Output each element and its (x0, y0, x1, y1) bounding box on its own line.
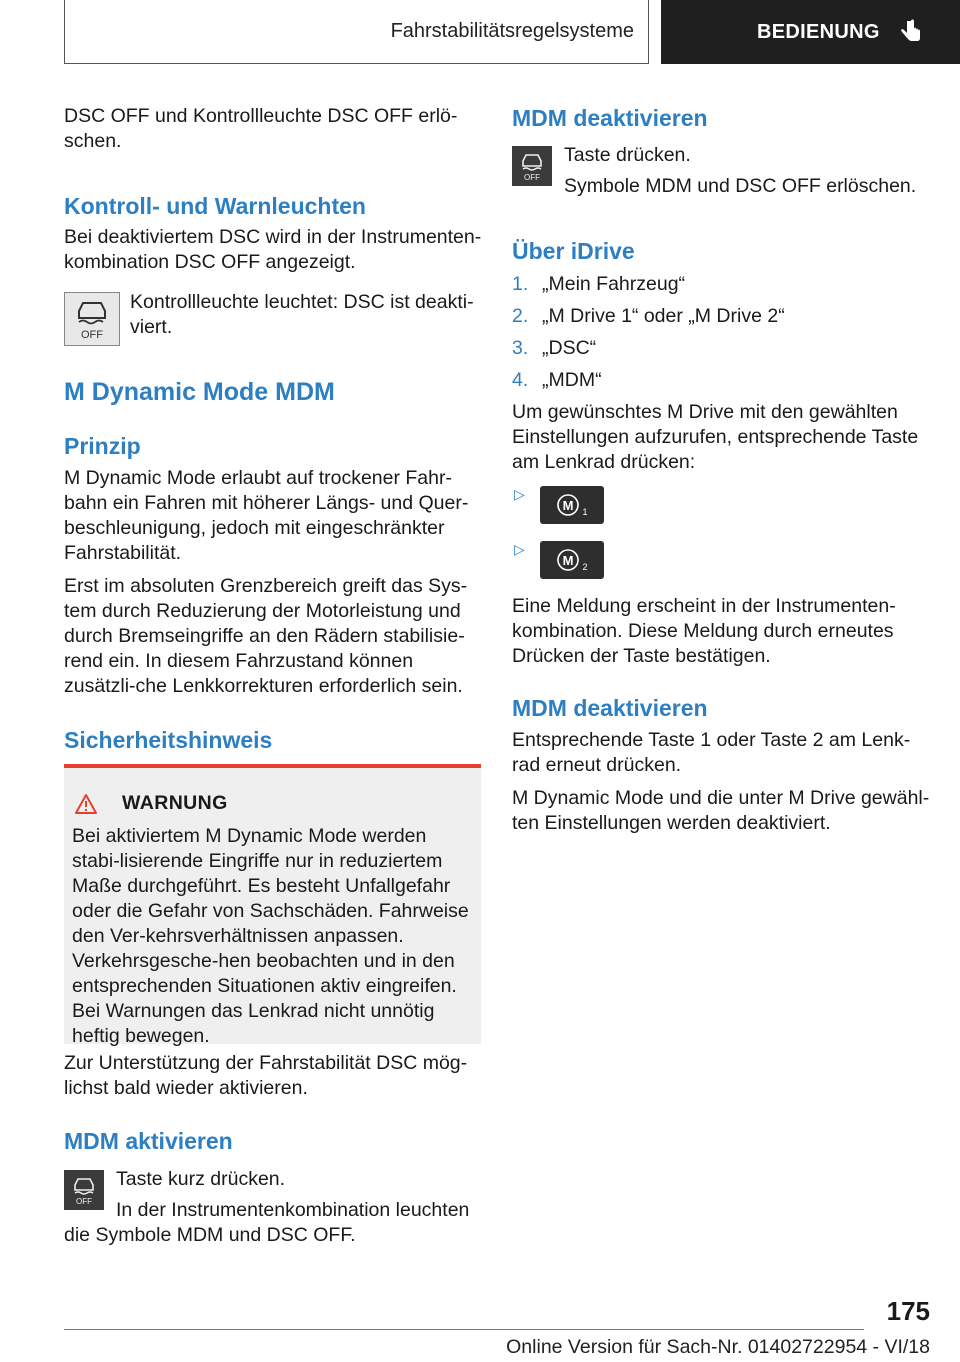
deaktivieren-2-section (512, 728, 932, 836)
footer-online-version: Online Version für Sach-Nr. 01402722954 - VI/18 (506, 1336, 930, 1358)
drive-text: Um gewünschtes M Drive mit den gewählten Einstellungen aufzurufen, entsprechende Taste am Lenkrad drücken: (512, 401, 919, 473)
list-text: „M Drive 1“ oder „M Drive 2“ (542, 305, 785, 327)
list-number: 3. (512, 337, 529, 359)
prinzip-paragraph-1: M Dynamic Mode erlaubt auf trockener Fahr-bahn ein Fahren mit höherer Längs- und Quer-beschleunigung, jedoch mit eingeschränkter Fahrstabilität. (64, 467, 469, 564)
deaktivieren-2-text-b: M Dynamic Mode und die unter M Drive gewähl-ten Einstellungen werden deaktiviert. (512, 787, 930, 834)
mdm-button-icon-2 (512, 146, 552, 186)
list-number: 2. (512, 305, 529, 327)
svg-text:OFF: OFF (81, 329, 103, 341)
svg-text:OFF: OFF (524, 173, 540, 182)
m2-button-symbol (552, 546, 592, 574)
section-title: Fahrstabilitätsregelsysteme (390, 20, 634, 42)
running-header-chapter (661, 0, 960, 64)
svg-text:1: 1 (582, 507, 588, 517)
intro-paragraph (64, 104, 484, 154)
svg-text:M: M (562, 553, 574, 568)
bullet-arrow-icon: ▷ (514, 541, 525, 557)
warning-title: WARNUNG (122, 792, 228, 814)
footer-divider (64, 1329, 864, 1330)
dsc-off-indicator-description (130, 290, 480, 340)
pointing-hand-icon (898, 18, 924, 46)
m2-button-icon (540, 541, 604, 579)
support-text: Zur Unterstützung der Fahrstabilität DSC mög-lichst bald wieder aktivieren. (64, 1052, 468, 1099)
heading-sicherheitshinweis: Sicherheitshinweis (64, 727, 273, 753)
heading-mdm-deaktivieren-1: MDM deaktivieren (512, 105, 708, 131)
heading-kontroll-warnleuchten: Kontroll- und Warnleuchten (64, 193, 366, 219)
svg-text:2: 2 (582, 562, 588, 572)
list-text: „Mein Fahrzeug“ (542, 273, 686, 295)
deaktivieren-2-text-a: Entsprechende Taste 1 oder Taste 2 am Lenk-rad erneut drücken. (512, 729, 911, 776)
chapter-title: BEDIENUNG (757, 20, 880, 43)
meldung-text: Eine Meldung erscheint in der Instrumenten-kombination. Diese Meldung durch erneutes Drücken der Taste bestätigen. (512, 595, 896, 667)
deaktivieren-step-2-text: Symbole MDM und DSC OFF erlöschen. (564, 175, 917, 197)
list-item (512, 336, 932, 368)
dsc-off-car-icon (69, 296, 115, 342)
warning-body (72, 824, 474, 1049)
warning-box (64, 764, 481, 1047)
warnleuchten-paragraph (64, 225, 484, 275)
list-item (512, 272, 932, 304)
heading-prinzip: Prinzip (64, 433, 141, 459)
svg-text:M: M (562, 498, 574, 513)
warning-triangle-icon (74, 793, 98, 815)
list-text: „MDM“ (542, 369, 602, 391)
heading-mdm-deaktivieren-2: MDM deaktivieren (512, 695, 708, 721)
running-header-section (64, 0, 649, 64)
deaktivieren-step-1-text: Taste drücken. (564, 144, 691, 166)
drive-paragraph (512, 400, 932, 475)
aktivieren-step-2 (64, 1198, 484, 1248)
dsc-off-indicator-icon (64, 292, 120, 346)
bullet-arrow-icon: ▷ (514, 486, 525, 502)
list-number: 4. (512, 369, 529, 391)
page-number: 175 (886, 1296, 930, 1326)
aktivieren-step-2-text: In der Instrumentenkombination leuchten die Symbole MDM und DSC OFF. (64, 1199, 470, 1246)
list-item (512, 304, 932, 336)
heading-ueber-idrive: Über iDrive (512, 238, 635, 264)
aktivieren-step-1 (116, 1167, 486, 1192)
list-number: 1. (512, 273, 529, 295)
heading-m-dynamic-mode: M Dynamic Mode MDM (64, 378, 335, 406)
aktivieren-step-1-text: Taste kurz drücken. (116, 1168, 286, 1190)
dsc-off-indicator-text: Kontrollleuchte leuchtet: DSC ist deakti-viert. (130, 291, 474, 338)
warnleuchten-text: Bei deaktiviertem DSC wird in der Instrumenten-kombination DSC OFF angezeigt. (64, 226, 482, 273)
list-item (512, 368, 932, 400)
prinzip-paragraph-2: Erst im absoluten Grenzbereich greift das Sys-tem durch Reduzierung der Motorleistung und durch Bremseingriffe an den Rädern stabilisie-rend ein. In diesem Fahrzustand können zusätzli-che Lenkkorrekturen erforderlich sein. (64, 575, 468, 697)
intro-text: DSC OFF und Kontrollleuchte DSC OFF erlö-schen. (64, 105, 458, 152)
deaktivieren-steps (564, 143, 934, 199)
m1-button-icon (540, 486, 604, 524)
svg-text:OFF: OFF (76, 1197, 92, 1206)
list-text: „DSC“ (542, 337, 597, 359)
mdm-off-car-icon-2 (515, 149, 549, 183)
warning-header (74, 792, 228, 815)
prinzip-section (64, 466, 484, 699)
heading-mdm-aktivieren: MDM aktivieren (64, 1128, 233, 1154)
support-paragraph (64, 1051, 484, 1101)
meldung-paragraph (512, 594, 932, 669)
idrive-list (512, 272, 932, 400)
warning-text: Bei aktiviertem M Dynamic Mode werden stabi-lisierende Eingriffe nur in reduziertem Maße durchgeführt. Es besteht Unfallgefahr oder die Gefahr von Sachschäden. Fahrweise den Ver-kehrsverhältnissen anpassen. Verkehrsgesche-hen beobachten und in den entsprechenden Situationen aktiv eingreifen. Bei Warnungen das Lenkrad nicht unnötig heftig bewegen. (72, 825, 469, 1047)
m1-button-symbol (552, 491, 592, 519)
